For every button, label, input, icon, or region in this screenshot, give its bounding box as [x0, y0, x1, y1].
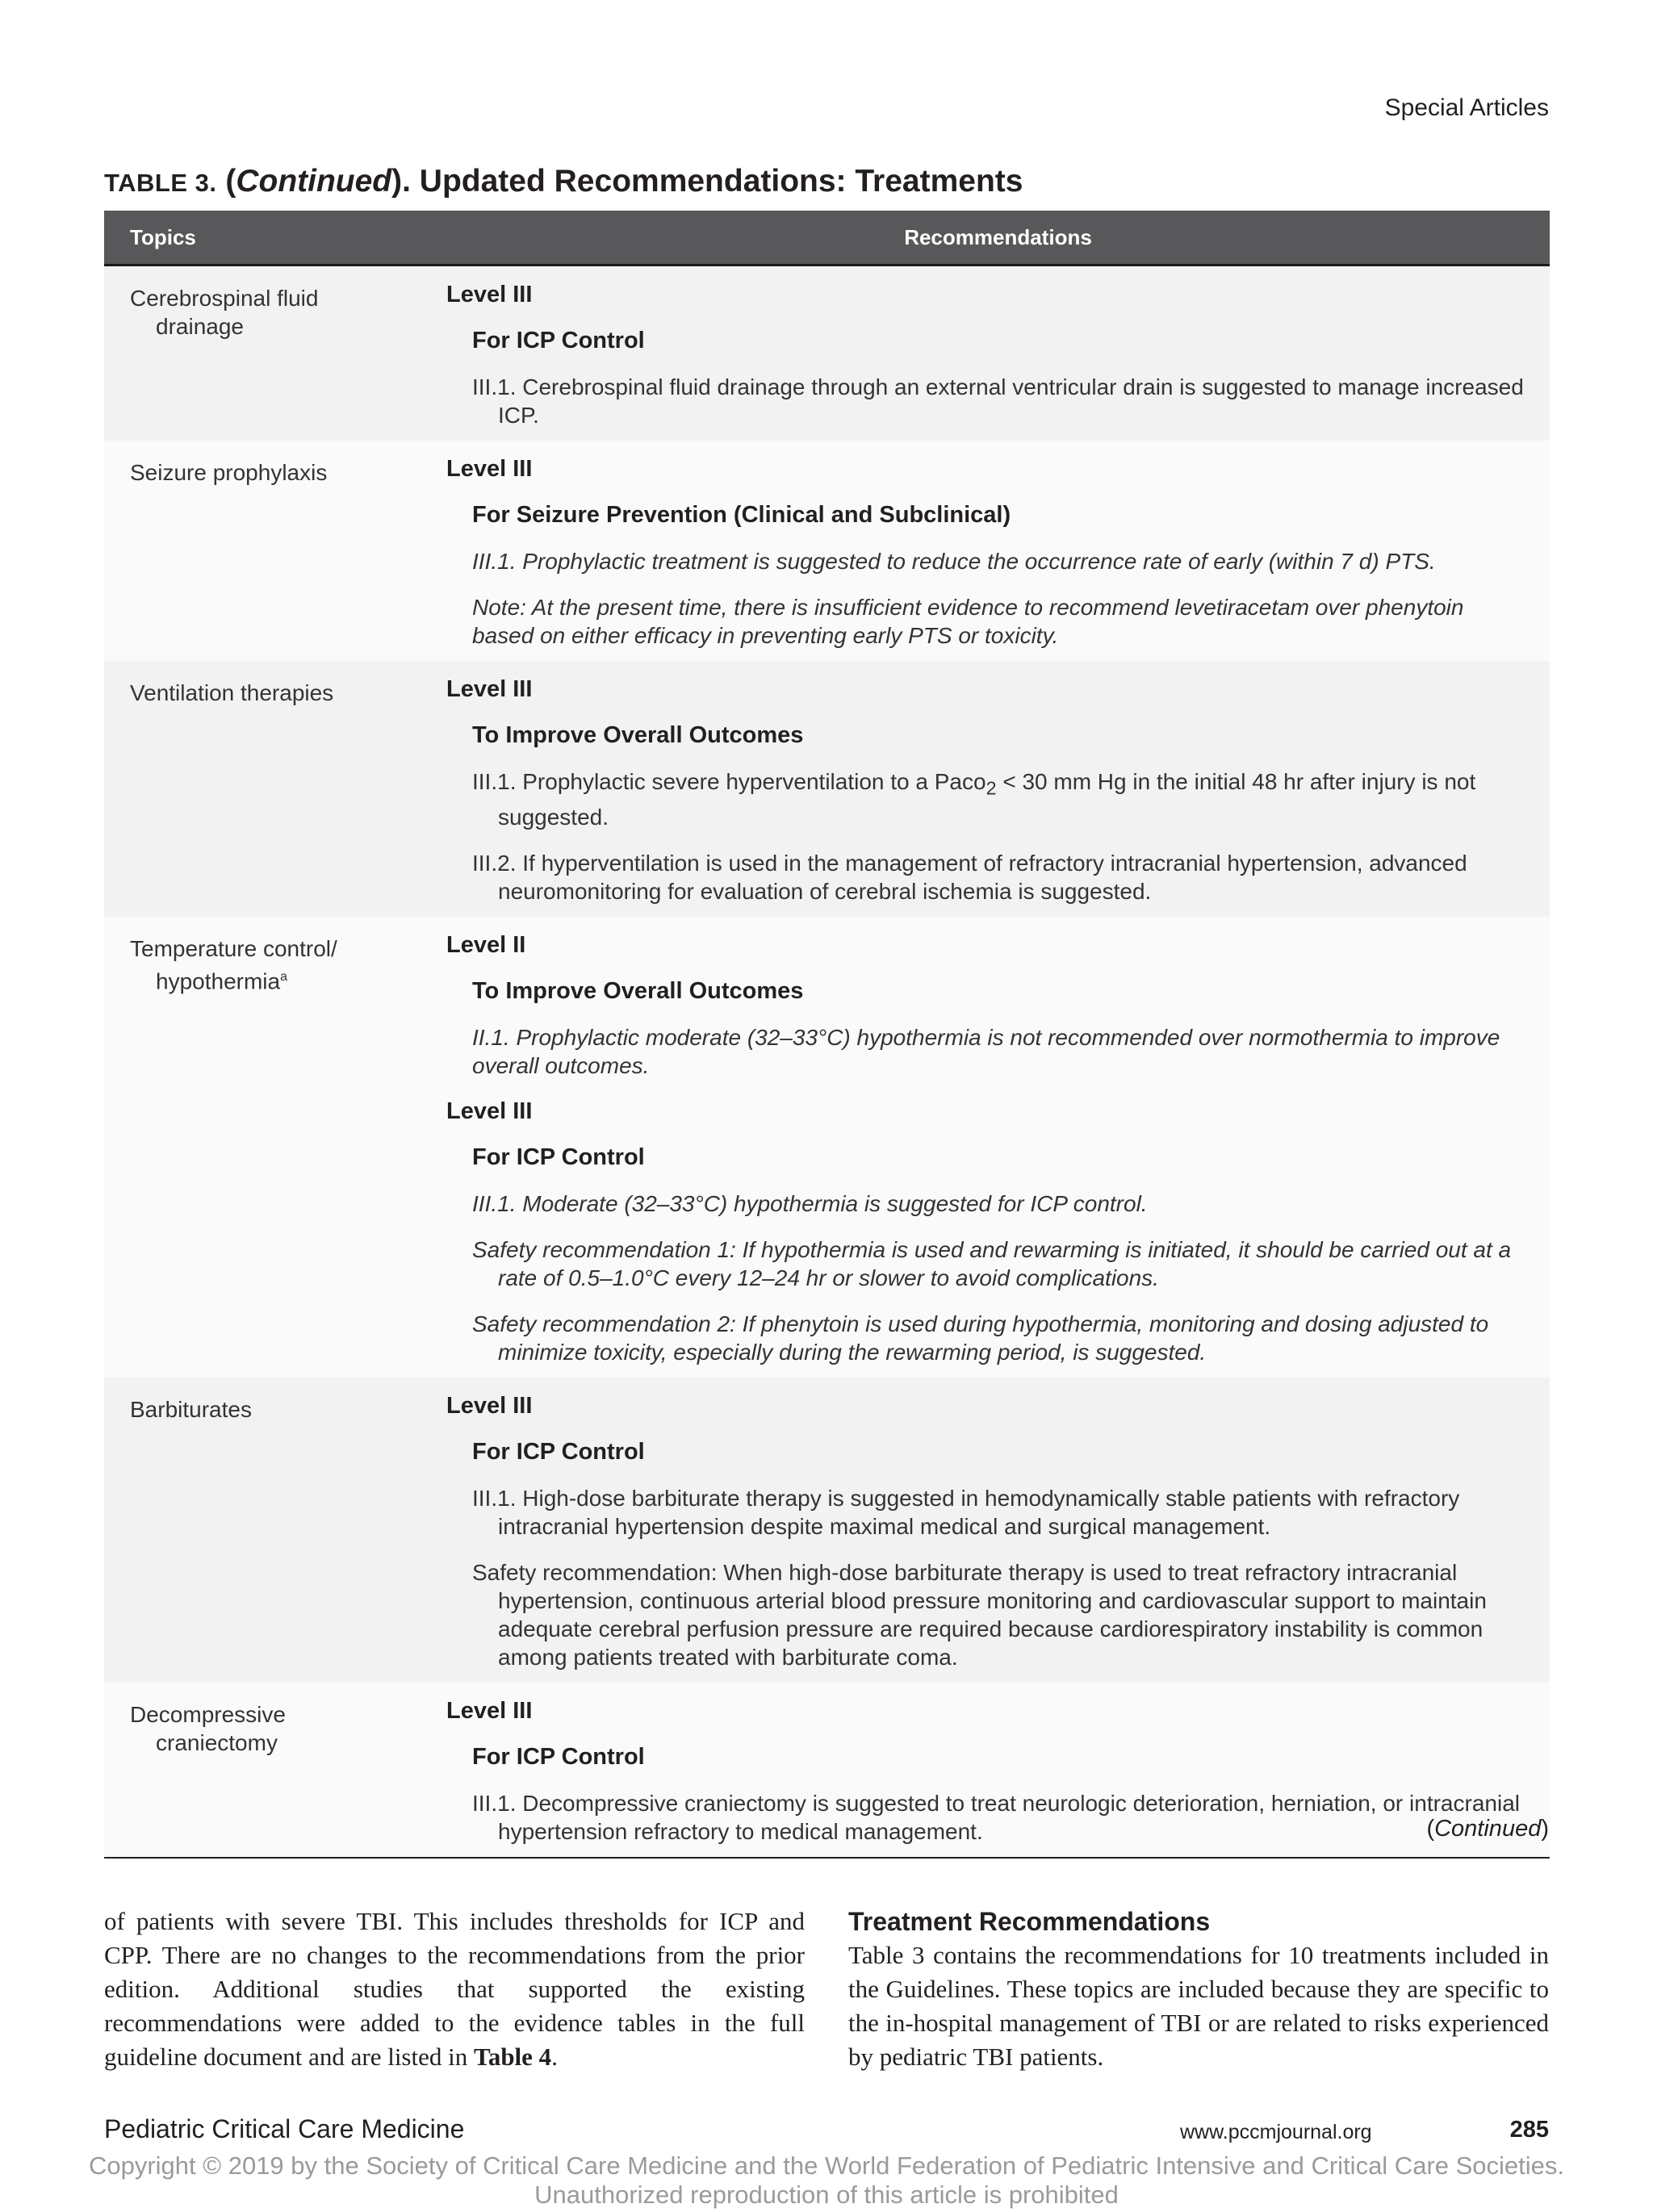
table-row	[104, 917, 1550, 1378]
topic-name: Decompressive	[130, 1701, 286, 1727]
topic-name: Barbiturates	[130, 1396, 252, 1422]
continued-close-paren: )	[1541, 1816, 1549, 1842]
topic-name: Cerebrospinal fluid	[130, 286, 319, 311]
continued-open-paren: (	[1426, 1816, 1435, 1842]
page-number: 285	[1509, 2117, 1549, 2143]
body-paragraph: Table 3 contains the recommendations for 10 treatments included in the Guidelines. These topics are included because they are specific to the in-hospital management of TBI or are related to risks experienced by pediatric TBI patients.	[848, 1941, 1549, 2071]
body-text-end: .	[551, 2043, 558, 2071]
recommendation-item: III.1. Decompressive craniectomy is suggested to treat neurologic deterioration, herniation, or intracranial hypertension refractory to medical management.	[472, 1790, 1520, 1844]
recommendation-cell	[446, 1683, 1550, 1858]
body-text: of patients with severe TBI. This includes thresholds for ICP and CPP. There are no changes to the recommendations from the prior edition. Additional studies that supported the existing recommendations were added to the evidence tables in the full guideline document and are listed in	[104, 1907, 805, 2071]
recommendation-subheading: To Improve Overall Outcomes	[472, 722, 804, 748]
evidence-level: Level II	[446, 931, 526, 958]
recommendation-cell	[446, 917, 1550, 1378]
table-reference: Table 4	[473, 2043, 552, 2071]
continued-word: Continued	[1434, 1816, 1542, 1842]
table-label: TABLE 3.	[104, 169, 217, 197]
recommendation-item: III.1. Moderate (32–33°C) hypothermia is suggested for ICP control.	[472, 1190, 1148, 1216]
recommendation-subheading: For ICP Control	[472, 1743, 645, 1770]
table-title-continued: Continued	[236, 164, 392, 199]
evidence-level: Level III	[446, 456, 533, 482]
topic-name: Seizure prophylaxis	[130, 460, 328, 485]
topic-cell	[104, 661, 446, 917]
continued-note	[1426, 1816, 1549, 1842]
subscript: 2	[986, 777, 997, 799]
safety-recommendation: Safety recommendation 1: If hypothermia is used and rewarming is initiated, it should be carried out at a rate of 0.5–1.0°C every 12–24 hr or slower to avoid complications.	[472, 1236, 1512, 1290]
safety-recommendation: Safety recommendation 2: If phenytoin is used during hypothermia, monitoring and dosing adjusted to minimize toxicity, especially during the rewarming period, is suggested.	[472, 1311, 1489, 1365]
copyright-line: Unauthorized reproduction of this article is prohibited	[534, 2181, 1119, 2209]
table-header-row	[104, 211, 1550, 266]
topic-name: Ventilation therapies	[130, 680, 334, 705]
body-column-right	[848, 1905, 1549, 2074]
topic-cell	[104, 1683, 446, 1858]
recommendations-table	[104, 211, 1550, 1859]
section-label: Special Articles	[1384, 94, 1549, 121]
recommendation-cell	[446, 266, 1550, 441]
table-row	[104, 661, 1550, 917]
recommendation-item: III.2. If hyperventilation is used in the management of refractory intracranial hypertension, advanced neuromonitoring for evaluation of cerebral ischemia is suggested.	[472, 850, 1467, 904]
evidence-level: Level III	[446, 676, 533, 702]
copyright-notice	[0, 2151, 1653, 2210]
table-row	[104, 266, 1550, 441]
recommendation-item: III.1. High-dose barbiturate therapy is suggested in hemodynamically stable patients with refractory intracranial hypertension despite maximal medical and surgical management.	[472, 1485, 1460, 1539]
recommendation-cell	[446, 441, 1550, 661]
body-paragraph	[104, 1905, 805, 2074]
topic-cell	[104, 266, 446, 441]
evidence-level: Level III	[446, 1697, 533, 1724]
table-row	[104, 441, 1550, 661]
footer-url: www.pccmjournal.org	[1180, 2121, 1372, 2143]
body-column-left	[104, 1905, 805, 2074]
topic-cell	[104, 441, 446, 661]
topic-cell	[104, 917, 446, 1378]
topic-name: Temperature control/	[130, 935, 337, 961]
recommendation-cell	[446, 1378, 1550, 1683]
recommendation-item: II.1. Prophylactic moderate (32–33°C) hypothermia is not recommended over normothermia to improve overall outcomes.	[472, 1024, 1500, 1078]
column-header-topics: Topics	[104, 211, 446, 266]
recommendation-subheading: For ICP Control	[472, 1144, 645, 1170]
evidence-level: Level III	[446, 282, 533, 307]
recommendation-cell	[446, 661, 1550, 917]
topic-name-continued: drainage	[156, 314, 244, 339]
table-row	[104, 1378, 1550, 1683]
recommendation-subheading: For ICP Control	[472, 328, 645, 353]
safety-recommendation: Safety recommendation: When high-dose barbiturate therapy is used to treat refractory intracranial hypertension, continuous arterial blood pressure monitoring and cardiovascular support to maintain adequate cerebral perfusion pressure are required because cardiorespiratory instability is common among patients treated with barbiturate coma.	[472, 1559, 1487, 1670]
recommendation-item-text: < 30 mm Hg in the initial 48 hr after injury is not suggested.	[498, 769, 1476, 830]
footer-journal-name: Pediatric Critical Care Medicine	[104, 2114, 465, 2143]
recommendation-subheading: For ICP Control	[472, 1438, 645, 1465]
table-title-open-paren: (	[225, 164, 236, 199]
recommendation-note: Note: At the present time, there is insufficient evidence to recommend levetiracetam over phenytoin based on either efficacy in preventing early PTS or toxicity.	[472, 595, 1464, 648]
table-row	[104, 1683, 1550, 1858]
recommendation-subheading: For Seizure Prevention (Clinical and Subclinical)	[472, 502, 1011, 528]
recommendation-subheading: To Improve Overall Outcomes	[472, 977, 804, 1004]
recommendation-item-text: III.1. Prophylactic severe hyperventilation to a Paco	[472, 769, 986, 794]
column-header-recommendations: Recommendations	[446, 211, 1550, 266]
table-title-text: . Updated Recommendations: Treatments	[402, 164, 1023, 199]
recommendation-item: III.1. Cerebrospinal fluid drainage through an external ventricular drain is suggested to manage increased ICP.	[472, 374, 1524, 428]
topic-name-continued-text: hypothermia	[156, 968, 281, 993]
evidence-level: Level III	[446, 1098, 533, 1124]
table-title	[104, 164, 1023, 199]
topic-name-continued	[130, 963, 446, 995]
topic-name-continued: craniectomy	[156, 1729, 278, 1755]
evidence-level: Level III	[446, 1392, 533, 1419]
topic-cell	[104, 1378, 446, 1683]
recommendation-item	[472, 767, 1524, 831]
table-title-close-paren: )	[391, 164, 403, 199]
copyright-line: Copyright © 2019 by the Society of Critical Care Medicine and the World Federation of Pediatric Intensive and Critical Care Societies.	[88, 2151, 1565, 2180]
section-heading: Treatment Recommendations	[848, 1907, 1211, 1936]
recommendation-item: III.1. Prophylactic treatment is suggested to reduce the occurrence rate of early (within 7 d) PTS.	[472, 549, 1436, 574]
footnote-marker: a	[280, 969, 287, 984]
